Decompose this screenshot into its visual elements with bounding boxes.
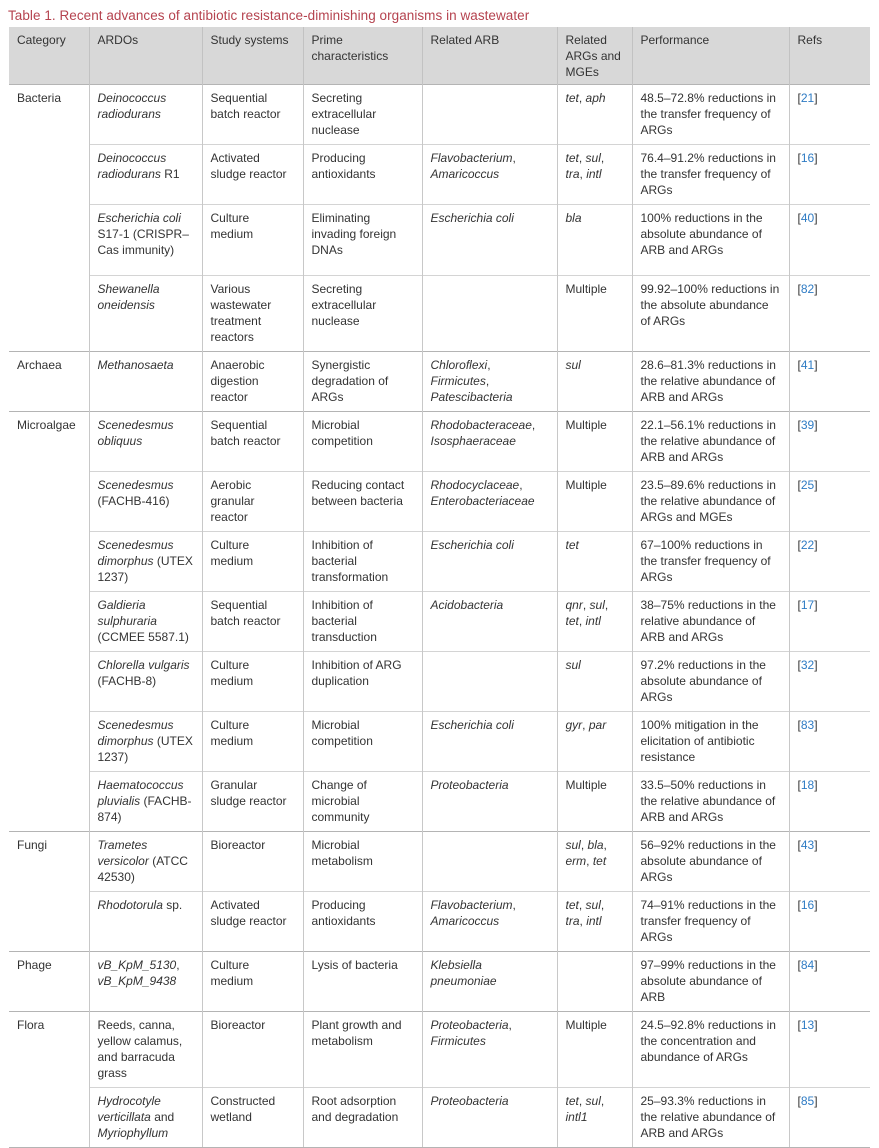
reference-link[interactable]: 39	[800, 418, 815, 432]
cell-ref: [40]	[789, 205, 870, 276]
cell-study-system: Culture medium	[202, 712, 303, 772]
cell-related-arb: Flavobacterium, Amaricoccus	[422, 892, 557, 952]
cell-performance: 100% reductions in the absolute abundance of ARB and ARGs	[632, 205, 789, 276]
cell-study-system: Culture medium	[202, 652, 303, 712]
cell-category: Microalgae	[9, 412, 89, 832]
cell-study-system: Sequential batch reactor	[202, 412, 303, 472]
cell-study-system: Bioreactor	[202, 1012, 303, 1088]
ardo-table	[9, 27, 870, 1148]
cell-related-args: gyr, par	[557, 712, 632, 772]
header-study-systems: Study systems	[202, 27, 303, 85]
cell-related-args	[557, 952, 632, 1012]
cell-related-arb	[422, 276, 557, 352]
cell-related-arb: Rhodocyclaceae, Enterobacteriaceae	[422, 472, 557, 532]
cell-prime-characteristics: Microbial competition	[303, 412, 422, 472]
header-performance: Performance	[632, 27, 789, 85]
cell-related-args: sul	[557, 652, 632, 712]
cell-ardo: Reeds, canna, yellow calamus, and barracuda grass	[89, 1012, 202, 1088]
cell-category: Bacteria	[9, 85, 89, 352]
cell-ref: [83]	[789, 712, 870, 772]
cell-ardo: Deinococcus radiodurans	[89, 85, 202, 145]
cell-study-system: Anaerobic digestion reactor	[202, 352, 303, 412]
reference-link[interactable]: 22	[800, 538, 815, 552]
cell-study-system: Various wastewater treatment reactors	[202, 276, 303, 352]
header-refs: Refs	[789, 27, 870, 85]
table-caption: Table 1. Recent advances of antibiotic resistance-diminishing organisms in wastewater	[8, 8, 530, 23]
cell-ardo: Escherichia coli S17-1 (CRISPR–Cas immunity)	[89, 205, 202, 276]
cell-ref: [32]	[789, 652, 870, 712]
cell-study-system: Culture medium	[202, 205, 303, 276]
reference-link[interactable]: 32	[800, 658, 815, 672]
cell-related-args: tet, sul, intl1	[557, 1088, 632, 1148]
cell-prime-characteristics: Secreting extracellular nuclease	[303, 276, 422, 352]
cell-category: Phage	[9, 952, 89, 1012]
cell-prime-characteristics: Microbial competition	[303, 712, 422, 772]
cell-performance: 99.92–100% reductions in the absolute abundance of ARGs	[632, 276, 789, 352]
reference-link[interactable]: 16	[800, 898, 815, 912]
header-category: Category	[9, 27, 89, 85]
reference-link[interactable]: 16	[800, 151, 815, 165]
cell-related-args: qnr, sul, tet, intl	[557, 592, 632, 652]
cell-ref: [16]	[789, 892, 870, 952]
cell-related-args: Multiple	[557, 472, 632, 532]
cell-performance: 33.5–50% reductions in the relative abundance of ARB and ARGs	[632, 772, 789, 832]
cell-study-system: Activated sludge reactor	[202, 145, 303, 205]
cell-prime-characteristics: Reducing contact between bacteria	[303, 472, 422, 532]
cell-related-arb: Proteobacteria, Firmicutes	[422, 1012, 557, 1088]
cell-performance: 23.5–89.6% reductions in the relative abundance of ARGs and MGEs	[632, 472, 789, 532]
cell-ref: [39]	[789, 412, 870, 472]
table-row	[9, 1012, 870, 1088]
cell-prime-characteristics: Inhibition of bacterial transduction	[303, 592, 422, 652]
reference-link[interactable]: 85	[800, 1094, 815, 1108]
cell-ardo: Scenedesmus obliquus	[89, 412, 202, 472]
cell-performance: 22.1–56.1% reductions in the relative abundance of ARB and ARGs	[632, 412, 789, 472]
cell-ardo: Haematococcus pluvialis (FACHB-874)	[89, 772, 202, 832]
reference-link[interactable]: 43	[800, 838, 815, 852]
cell-performance: 48.5–72.8% reductions in the transfer frequency of ARGs	[632, 85, 789, 145]
cell-category: Archaea	[9, 352, 89, 412]
table-header-row	[9, 27, 870, 85]
cell-related-arb: Acidobacteria	[422, 592, 557, 652]
cell-ardo: Shewanella oneidensis	[89, 276, 202, 352]
cell-performance: 24.5–92.8% reductions in the concentration and abundance of ARGs	[632, 1012, 789, 1088]
cell-performance: 100% mitigation in the elicitation of antibiotic resistance	[632, 712, 789, 772]
cell-related-arb: Proteobacteria	[422, 772, 557, 832]
table-row	[9, 712, 870, 772]
cell-prime-characteristics: Synergistic degradation of ARGs	[303, 352, 422, 412]
table-row	[9, 276, 870, 352]
reference-link[interactable]: 41	[800, 358, 815, 372]
table-row	[9, 892, 870, 952]
reference-link[interactable]: 25	[800, 478, 815, 492]
cell-prime-characteristics: Eliminating invading foreign DNAs	[303, 205, 422, 276]
header-ardos: ARDOs	[89, 27, 202, 85]
cell-related-arb: Escherichia coli	[422, 205, 557, 276]
reference-link[interactable]: 84	[800, 958, 815, 972]
table-row	[9, 592, 870, 652]
cell-ref: [21]	[789, 85, 870, 145]
cell-ardo: Scenedesmus dimorphus (UTEX 1237)	[89, 712, 202, 772]
cell-related-arb	[422, 832, 557, 892]
cell-performance: 56–92% reductions in the absolute abundance of ARGs	[632, 832, 789, 892]
cell-category: Fungi	[9, 832, 89, 952]
header-related-args-mges: Related ARGs and MGEs	[557, 27, 632, 85]
cell-ref: [13]	[789, 1012, 870, 1088]
reference-link[interactable]: 21	[800, 91, 815, 105]
cell-performance: 74–91% reductions in the transfer frequency of ARGs	[632, 892, 789, 952]
cell-performance: 28.6–81.3% reductions in the relative abundance of ARB and ARGs	[632, 352, 789, 412]
cell-related-arb: Klebsiella pneumoniae	[422, 952, 557, 1012]
cell-related-arb: Chloroflexi, Firmicutes, Patescibacteria	[422, 352, 557, 412]
reference-link[interactable]: 13	[800, 1018, 815, 1032]
cell-ardo: Hydrocotyle verticillata and Myriophyllum	[89, 1088, 202, 1148]
cell-study-system: Sequential batch reactor	[202, 592, 303, 652]
cell-ref: [17]	[789, 592, 870, 652]
cell-prime-characteristics: Inhibition of bacterial transformation	[303, 532, 422, 592]
cell-related-arb: Rhodobacteraceae, Isosphaeraceae	[422, 412, 557, 472]
cell-ardo: Galdieria sulphuraria (CCMEE 5587.1)	[89, 592, 202, 652]
cell-study-system: Activated sludge reactor	[202, 892, 303, 952]
cell-related-args: sul, bla, erm, tet	[557, 832, 632, 892]
cell-related-arb	[422, 652, 557, 712]
cell-prime-characteristics: Producing antioxidants	[303, 892, 422, 952]
cell-ref: [41]	[789, 352, 870, 412]
cell-prime-characteristics: Secreting extracellular nuclease	[303, 85, 422, 145]
cell-prime-characteristics: Change of microbial community	[303, 772, 422, 832]
cell-related-args: Multiple	[557, 276, 632, 352]
cell-ref: [82]	[789, 276, 870, 352]
cell-performance: 97–99% reductions in the absolute abundance of ARB	[632, 952, 789, 1012]
cell-ardo: Chlorella vulgaris (FACHB-8)	[89, 652, 202, 712]
reference-link[interactable]: 17	[800, 598, 815, 612]
cell-study-system: Constructed wetland	[202, 1088, 303, 1148]
table-row	[9, 1088, 870, 1148]
reference-link[interactable]: 82	[800, 282, 815, 296]
cell-related-args: sul	[557, 352, 632, 412]
table-row	[9, 205, 870, 276]
cell-prime-characteristics: Inhibition of ARG duplication	[303, 652, 422, 712]
header-prime-characteristics: Prime characteristics	[303, 27, 422, 85]
table-row	[9, 772, 870, 832]
cell-related-arb: Proteobacteria	[422, 1088, 557, 1148]
table-row	[9, 952, 870, 1012]
cell-study-system: Culture medium	[202, 952, 303, 1012]
table-body	[9, 85, 870, 1148]
cell-performance: 25–93.3% reductions in the relative abundance of ARB and ARGs	[632, 1088, 789, 1148]
cell-ardo: Rhodotorula sp.	[89, 892, 202, 952]
cell-ref: [25]	[789, 472, 870, 532]
reference-link[interactable]: 18	[800, 778, 815, 792]
cell-related-args: Multiple	[557, 412, 632, 472]
cell-study-system: Culture medium	[202, 532, 303, 592]
reference-link[interactable]: 40	[800, 211, 815, 225]
reference-link[interactable]: 83	[800, 718, 815, 732]
cell-prime-characteristics: Plant growth and metabolism	[303, 1012, 422, 1088]
cell-related-args: Multiple	[557, 1012, 632, 1088]
cell-ref: [22]	[789, 532, 870, 592]
cell-performance: 38–75% reductions in the relative abundance of ARB and ARGs	[632, 592, 789, 652]
cell-related-args: Multiple	[557, 772, 632, 832]
table-row	[9, 412, 870, 472]
cell-ref: [18]	[789, 772, 870, 832]
cell-ardo: vB_KpM_5130, vB_KpM_9438	[89, 952, 202, 1012]
cell-related-args: tet	[557, 532, 632, 592]
cell-related-args: tet, sul, tra, intl	[557, 145, 632, 205]
table-row	[9, 145, 870, 205]
cell-prime-characteristics: Producing antioxidants	[303, 145, 422, 205]
cell-ardo: Scenedesmus (FACHB-416)	[89, 472, 202, 532]
cell-prime-characteristics: Root adsorption and degradation	[303, 1088, 422, 1148]
cell-study-system: Bioreactor	[202, 832, 303, 892]
cell-performance: 76.4–91.2% reductions in the transfer frequency of ARGs	[632, 145, 789, 205]
cell-prime-characteristics: Microbial metabolism	[303, 832, 422, 892]
cell-ref: [85]	[789, 1088, 870, 1148]
table-row	[9, 832, 870, 892]
cell-related-args: tet, sul, tra, intl	[557, 892, 632, 952]
cell-related-arb: Flavobacterium, Amaricoccus	[422, 145, 557, 205]
cell-ref: [16]	[789, 145, 870, 205]
table-row	[9, 352, 870, 412]
table-row	[9, 652, 870, 712]
table-row	[9, 472, 870, 532]
cell-ardo: Scenedesmus dimorphus (UTEX 1237)	[89, 532, 202, 592]
cell-ardo: Deinococcus radiodurans R1	[89, 145, 202, 205]
cell-related-arb	[422, 85, 557, 145]
cell-related-args: bla	[557, 205, 632, 276]
cell-study-system: Granular sludge reactor	[202, 772, 303, 832]
table-row	[9, 532, 870, 592]
cell-ardo: Trametes versicolor (ATCC 42530)	[89, 832, 202, 892]
cell-related-arb: Escherichia coli	[422, 532, 557, 592]
cell-prime-characteristics: Lysis of bacteria	[303, 952, 422, 1012]
cell-study-system: Aerobic granular reactor	[202, 472, 303, 532]
cell-performance: 97.2% reductions in the absolute abundance of ARGs	[632, 652, 789, 712]
cell-study-system: Sequential batch reactor	[202, 85, 303, 145]
cell-ref: [43]	[789, 832, 870, 892]
cell-category: Flora	[9, 1012, 89, 1148]
cell-performance: 67–100% reductions in the transfer frequency of ARGs	[632, 532, 789, 592]
cell-related-arb: Escherichia coli	[422, 712, 557, 772]
cell-ref: [84]	[789, 952, 870, 1012]
cell-ardo: Methanosaeta	[89, 352, 202, 412]
header-related-arb: Related ARB	[422, 27, 557, 85]
cell-related-args: tet, aph	[557, 85, 632, 145]
table-row	[9, 85, 870, 145]
